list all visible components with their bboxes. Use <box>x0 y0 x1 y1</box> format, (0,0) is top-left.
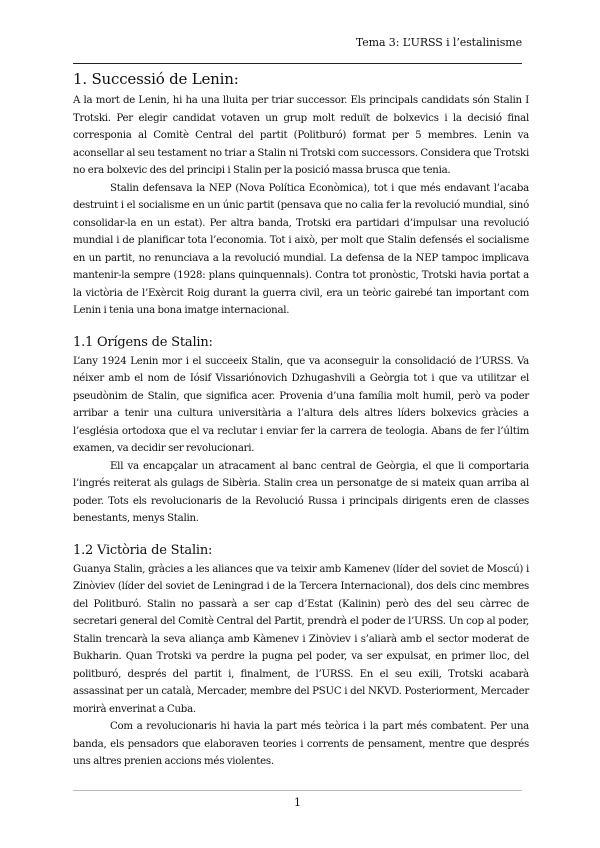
running-header: Tema 3: L’URSS i l’estalinisme <box>355 36 522 49</box>
section-succession <box>73 70 529 320</box>
paragraph: Ell va encapçalar un atracament al banc central de Geòrgia, el que li comportaria l’ingrés reiterat als gulags de Sibèria. Stalin crea un personatge de si mateix quan arriba al poder. Tots els revolucionaris de la Revolució Russa i principals dirigents eren de classes benestants, menys Stalin. <box>73 460 529 524</box>
header-rule <box>73 63 522 64</box>
paragraph: Com a revolucionaris hi havia la part més teòrica i la part més combatent. Per una banda, els pensadors que elaboraven teories i corrents de pensament, mentre que després uns altres prenien accions més violentes. <box>73 721 529 767</box>
footer-rule <box>73 790 522 791</box>
subsection-title: 1.2 Victòria de Stalin: <box>73 542 213 558</box>
page-number: 1 <box>294 796 301 809</box>
section-victory <box>73 543 529 771</box>
section-title: 1. Successió de Lenin: <box>73 70 239 88</box>
subsection-title: 1.1 Orígens de Stalin: <box>73 334 213 350</box>
page-content <box>73 70 529 771</box>
paragraph: A la mort de Lenin, hi ha una lluita per triar successor. Els principals candidats són Stalin I Trotski. Per elegir candidat votaven un grup molt reduït de bolxevics i la decisió final corresponia al Comitè Central del partit (Politburó) format per 5 membres. Lenin va aconsellar al seu testament no triar a Stalin ni Trotski com successors. Considera que Trotski no era bolxevic des del principi i Stalin per la posició massa brusca que tenia. <box>73 95 529 176</box>
paragraph: Stalin defensava la NEP (Nova Política Econòmica), tot i que més endavant l’acaba destruint i el socialisme en un únic partit (pensava que no calia fer la revolució mundial, sinó consolidar-la en un estat). Per altra banda, Trotski era partidari d’impulsar una revolució mundial i de planificar tota l’economia. Tot i això, per molt que Stalin defensés el socialisme en un partit, no renunciava a la revolució mundial. La defensa de la NEP tampoc implicava mantenir-la sempre (1928: plans quinquennals). Contra tot pronòstic, Trotski havia portat a la victòria de l’Exèrcit Roig durant la guerra civil, era un teòric gairebé tan important com Lenin i tenia una bona imatge internacional. <box>73 182 529 316</box>
section-origins <box>73 335 529 528</box>
paragraph: Guanya Stalin, gràcies a les aliances que va teixir amb Kamenev (líder del soviet de Moscú) i Zinòviev (líder del soviet de Leningrad i de la Tercera Internacional), dos dels cinc membres del Politburó. Stalin no passarà a ser cap d’Estat (Kalinin) però des del seu càrrec de secretari general del Comitè Central del Partit, prendrà el poder de l’URSS. Un cop al poder, Stalin trencarà la seva aliança amb Kàmenev i Zinòviev i s’aliarà amb el sector moderat de Bukharin. Quan Trotski va perdre la pugna pel poder, va ser expulsat, en primer lloc, del politburó, després del partit i, finalment, de l’URSS. En el seu exili, Trotski acabarà assassinat per un català, Mercader, membre del PSUC i del NKVD. Posteriorment, Mercader morirà enverinat a Cuba. <box>73 563 529 715</box>
paragraph: L’any 1924 Lenin mor i el succeeix Stalin, que va aconseguir la consolidació de l’URSS. Va néixer amb el nom de Iósif Vissariónovich Dzhugashvili a Geòrgia tot i que va utilitzar el pseudònim de Stalin, que significa acer. Provenia d’una família molt humil, però va poder arribar a tenir una cultura universitària a l’altura dels altres líders bolxevics gràcies a l’església ortodoxa que el va reclutar i enviar fer la carrera de teologia. Abans de fer l’últim examen, va decidir ser revolucionari. <box>73 355 529 454</box>
